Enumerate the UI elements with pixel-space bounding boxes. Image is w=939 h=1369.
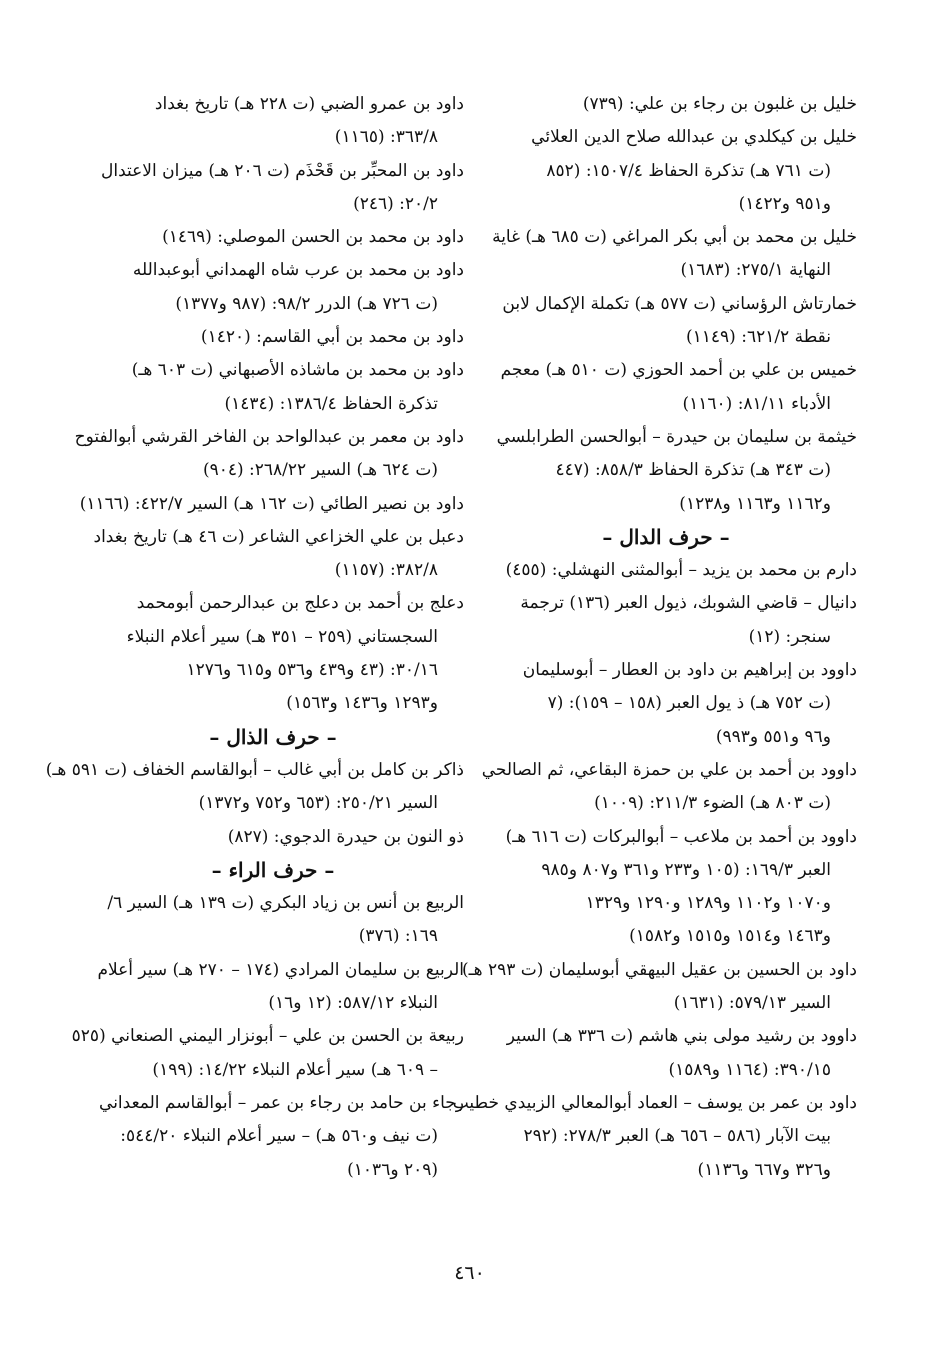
index-entry-line: و١٢٩٣ و١٤٣٦ و١٥٦٣) bbox=[286, 693, 438, 714]
index-entry-line: الربيع بن أنس بن زياد البكري (ت ١٣٩ هـ) السير ٦/ bbox=[107, 893, 464, 914]
index-entry-line: ٣٠/١٦: (٤٣ و٤٣٩ و٥٣٦ و٦١٥ و١٢٧٦ bbox=[186, 660, 438, 681]
index-entry-line: داود بن محمد بن عرب شاه الهمداني أبوعبدالله bbox=[132, 260, 464, 281]
index-entry-line: داود بن نصير الطائي (ت ١٦٢ هـ) السير ٤٢٢/٧: (١١٦٦) bbox=[79, 493, 464, 514]
index-entry-line: داود بن محمد بن ماشاذه الأصبهاني (ت ٦٠٣ هـ) bbox=[131, 360, 464, 381]
section-heading: – حرف الدال – bbox=[602, 524, 730, 549]
index-entry-line: (ت ٧٥٢ هـ) ذ يول العبر (١٥٨ – ١٥٩): (٧ bbox=[547, 693, 831, 714]
index-entry-line: – ٦٠٩ هـ) سير أعلام النبلاء ١٤/٢٢: (١٩٩) bbox=[152, 1059, 438, 1080]
index-entry-line: خمارتاش الرؤساني (ت ٥٧٧ هـ) تكملة الإكمال لابن bbox=[502, 293, 857, 314]
index-entry-line: (ت ٨٠٣ هـ) الضوء ٢١١/٣: (١٠٠٩) bbox=[594, 793, 831, 814]
section-heading: – حرف الراء – bbox=[211, 857, 335, 882]
index-entry-line: و١٠٧٠ و١١٠٢ و١٢٨٩ و١٢٩٠ و١٣٢٩ bbox=[585, 893, 831, 914]
index-entry-line: خليل بن غلبون بن رجاء بن علي: (٧٣٩) bbox=[582, 94, 857, 114]
index-entry-line: داود بن المحبِّر بن قَحْذَم (ت ٢٠٦ هـ) ميزان الاعتدال bbox=[101, 160, 464, 181]
index-entry-line: خيثمة بن سليمان بن حيدرة – أبوالحسن الطرابلسي bbox=[496, 426, 857, 447]
index-entry-line: (ت ٦٢٤ هـ) السير ٢٦٨/٢٢: (٩٠٤) bbox=[202, 460, 438, 481]
index-entry-line: ٣٩٠/١٥: (١١٦٤ و١٥٨٩) bbox=[668, 1059, 831, 1080]
index-entry-line: و١١٦٢ و١١٦٣ و١٢٣٨) bbox=[679, 493, 831, 514]
index-entry-line: النبلاء ٥٨٧/١٢: (١٢ و١٦) bbox=[268, 993, 438, 1014]
section-heading: – حرف الذال – bbox=[209, 724, 337, 749]
index-entry-line: خميس بن علي بن أحمد الحوزي (ت ٥١٠ هـ) معجم bbox=[500, 360, 857, 381]
index-entry-line: (ت ٣٤٣ هـ) تذكرة الحفاظ ٨٥٨/٣: (٤٤٧ bbox=[555, 460, 831, 481]
index-entry-line: داود بن الحسين بن عقيل البيهقي أبوسليمان (ت ٢٩٣ هـ) bbox=[461, 959, 857, 980]
index-entry-line: داود بن عمر بن يوسف – العماد أبوالمعالي الزبيدي خطيب bbox=[452, 1092, 857, 1113]
index-entry-line: داود بن عمرو الضبي (ت ٢٢٨ هـ) تاريخ بغداد bbox=[154, 94, 464, 114]
index-entry-line: و٩٥١ و١٤٢٢) bbox=[738, 193, 831, 214]
index-entry-line: (ت ٧٦١ هـ) تذكرة الحفاظ ١٥٠٧/٤: (٨٥٢ bbox=[546, 160, 831, 181]
index-entry-line: ذاكر بن كامل بن أبي غالب – أبوالقاسم الخفاف (ت ٥٩١ هـ) bbox=[45, 759, 464, 780]
index-entry-line: (٢٠٩ و١٠٣٦) bbox=[347, 1159, 438, 1180]
index-entry-line: ٢٠/٢: (٢٤٦) bbox=[353, 193, 438, 214]
index-entry-line: خليل بن محمد بن أبي بكر المراغي (ت ٦٨٥ هـ) غاية bbox=[492, 227, 857, 248]
index-entry-line: بيت الآبار (٥٨٦ – ٦٥٦ هـ) العبر ٢٧٨/٣: (٢٩٢ bbox=[523, 1126, 831, 1147]
index-entry-line: دعبل بن علي الخزاعي الشاعر (ت ٤٦ هـ) تاريخ بغداد bbox=[93, 526, 464, 547]
index-entry-line: (ت نيف و٥٦٠ هـ) – سير أعلام النبلاء ٥٤٤/٢٠: bbox=[120, 1126, 438, 1147]
index-entry-line: ٣٦٣/٨: (١١٦٥) bbox=[334, 127, 438, 148]
index-entry-line: دانيال – قاضي الشوبك، ذيول العبر (١٣٦) ترجمة bbox=[520, 593, 857, 614]
index-entry-line: (ت ٧٢٦ هـ) الدرر ٩٨/٢: (٩٨٧ و١٣٧٧) bbox=[175, 293, 438, 314]
page-number: ٤٦٠ bbox=[454, 1262, 485, 1284]
index-entry-line: دعلج بن أحمد بن دعلج بن عبدالرحمن أبومحمد bbox=[136, 593, 464, 614]
index-entry-line: ١٦٩: (٣٧٦) bbox=[358, 926, 438, 947]
index-entry-line: نقطة ٦٢١/٢: (١١٤٩) bbox=[686, 327, 831, 348]
index-entry-line: سنجر: (١٢) bbox=[748, 626, 831, 647]
index-entry-line: داود بن محمد بن أبي القاسم: (١٤٢٠) bbox=[200, 327, 464, 348]
index-entry-line: داوود بن أحمد بن ملاعب – أبوالبركات (ت ٦١٦ هـ) bbox=[505, 826, 857, 847]
index-entry-line: و١٤٦٣ و١٥١٤ و١٥١٥ و١٥٨٢) bbox=[629, 926, 831, 947]
index-entry-line: السجستاني (٢٥٩ – ٣٥١ هـ) سير أعلام النبلاء bbox=[126, 626, 438, 647]
index-entry-line: داود بن معمر بن عبدالواحد بن الفاخر القرشي أبوالفتوح bbox=[74, 426, 464, 447]
index-entry-line: السير ٢٥٠/٢١: (٦٥٣ و٧٥٢ و١٣٧٢) bbox=[198, 793, 438, 814]
index-entry-line: دارم بن محمد بن يزيد – أبوالمثنى النهشلي: (٤٥٥) bbox=[505, 560, 857, 581]
index-entry-line: العبر ١٦٩/٣: (١٠٥ و٢٣٣ و٣٦١ و٨٠٧ و٩٨٥ bbox=[541, 859, 831, 880]
index-entry-line: تذكرة الحفاظ ١٣٨٦/٤: (١٤٣٤) bbox=[224, 393, 438, 414]
left-column bbox=[45, 88, 464, 1187]
index-entry-line: داوود بن رشيد مولى بني هاشم (ت ٣٣٦ هـ) السير bbox=[506, 1026, 857, 1047]
index-entry-line: داوود بن إبراهيم بن داود بن العطار – أبوسليمان bbox=[522, 660, 857, 681]
index-entry-line: رجاء بن حامد بن رجاء بن عمر – أبوالقاسم المعداني bbox=[99, 1092, 464, 1113]
index-entry-line: السير ٥٧٩/١٣: (١٦٣١) bbox=[673, 993, 831, 1014]
index-entry-line: و٩٦ و٥٥١ و٩٩٣) bbox=[715, 726, 831, 747]
index-entry-line: داود بن محمد بن الحسن الموصلي: (١٤٦٩) bbox=[162, 227, 464, 248]
right-column bbox=[452, 88, 857, 1187]
index-entry-line: ذو النون بن حيدرة الدجوي: (٨٢٧) bbox=[227, 826, 464, 847]
index-entry-line: ربيعة بن الحسن بن علي – أبونزار اليمني الصنعاني (٥٢٥ bbox=[71, 1026, 464, 1047]
index-entry-line: و٣٢٦ و٦٦٧ و١١٣٦) bbox=[697, 1159, 831, 1180]
index-entry-line: ٣٨٢/٨: (١١٥٧) bbox=[334, 560, 438, 581]
index-entry-line: الربيع بن سليمان المرادي (١٧٤ – ٢٧٠ هـ) سير أعلام bbox=[97, 959, 464, 980]
index-entry-line: النهاية ٢٧٥/١: (١٦٨٣) bbox=[680, 260, 831, 281]
index-entry-line: الأدباء ٨١/١١: (١١٦٠) bbox=[682, 393, 831, 414]
index-entry-line: داوود بن أحمد بن علي بن حمزة البقاعي، ثم الصالحي bbox=[481, 759, 857, 780]
index-entry-line: خليل بن كيكلدي بن عبدالله صلاح الدين العلائي bbox=[531, 127, 857, 148]
